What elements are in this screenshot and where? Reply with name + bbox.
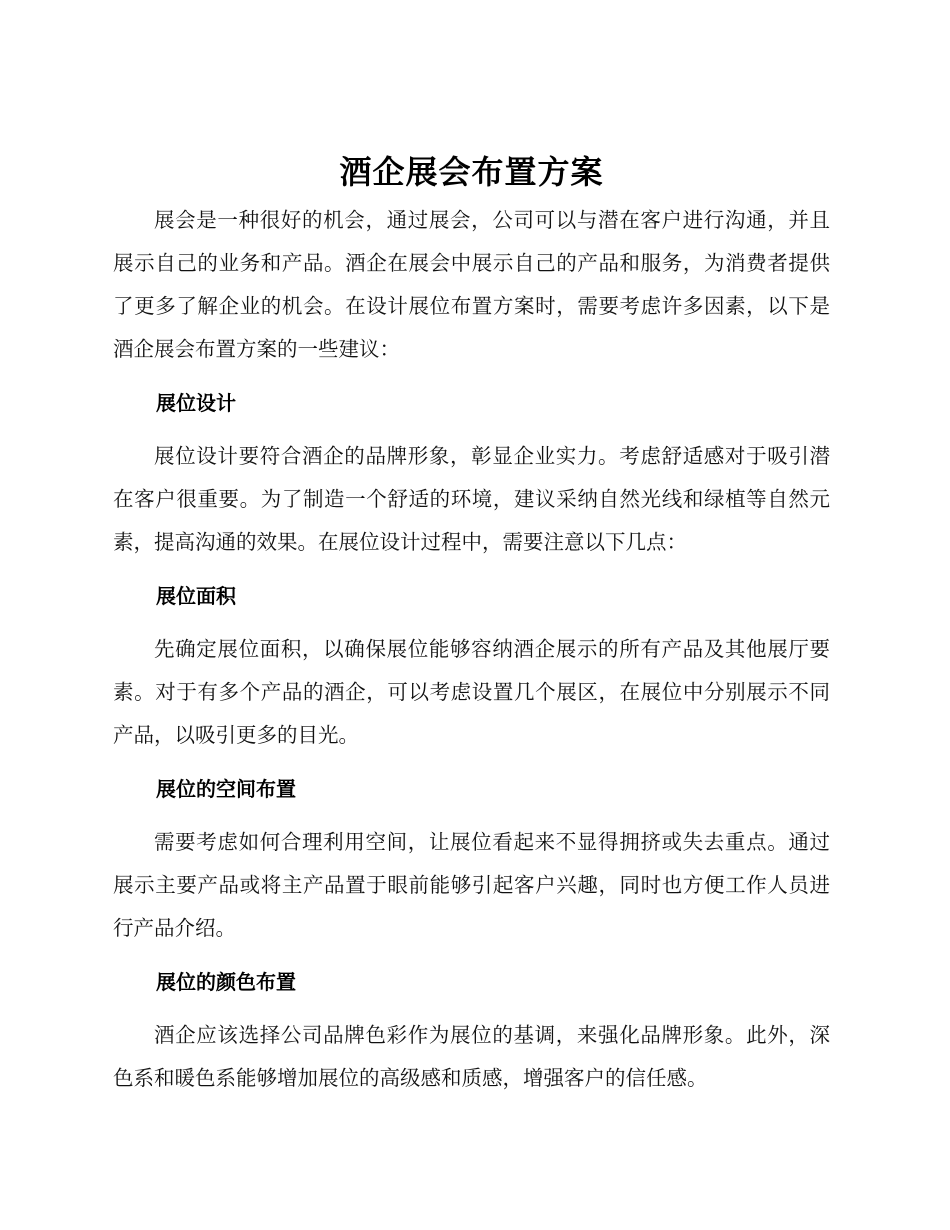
section-heading-booth-design: 展位设计	[156, 391, 236, 415]
section-body-color-layout: 酒企应该选择公司品牌色彩作为展位的基调，来强化品牌形象。此外，深色系和暖色系能够增加展位的高级感和质感，增强客户的信任感。	[113, 1023, 830, 1090]
section-body-booth-design: 展位设计要符合酒企的品牌形象，彰显企业实力。考虑舒适感对于吸引潜在客户很重要。为了制造一个舒适的环境，建议采纳自然光线和绿植等自然元素，提高沟通的效果。在展位设计过程中，需要注意以下几点：	[113, 444, 830, 554]
section-heading-booth-area: 展位面积	[156, 584, 236, 608]
section-heading-color-layout: 展位的颜色布置	[156, 970, 296, 994]
intro-paragraph: 展会是一种很好的机会，通过展会，公司可以与潜在客户进行沟通，并且展示自己的业务和产品。酒企在展会中展示自己的产品和服务，为消费者提供了更多了解企业的机会。在设计展位布置方案时，需要考虑许多因素，以下是酒企展会布置方案的一些建议：	[113, 208, 830, 361]
section-body-booth-area: 先确定展位面积，以确保展位能够容纳酒企展示的所有产品及其他展厅要素。对于有多个产品的酒企，可以考虑设置几个展区，在展位中分别展示不同产品，以吸引更多的目光。	[113, 637, 830, 747]
section-body-space-layout: 需要考虑如何合理利用空间，让展位看起来不显得拥挤或失去重点。通过展示主要产品或将主产品置于眼前能够引起客户兴趣，同时也方便工作人员进行产品介绍。	[113, 830, 830, 940]
document-page	[113, 150, 830, 1100]
section-heading-space-layout: 展位的空间布置	[156, 777, 296, 801]
document-title: 酒企展会布置方案	[339, 153, 604, 191]
